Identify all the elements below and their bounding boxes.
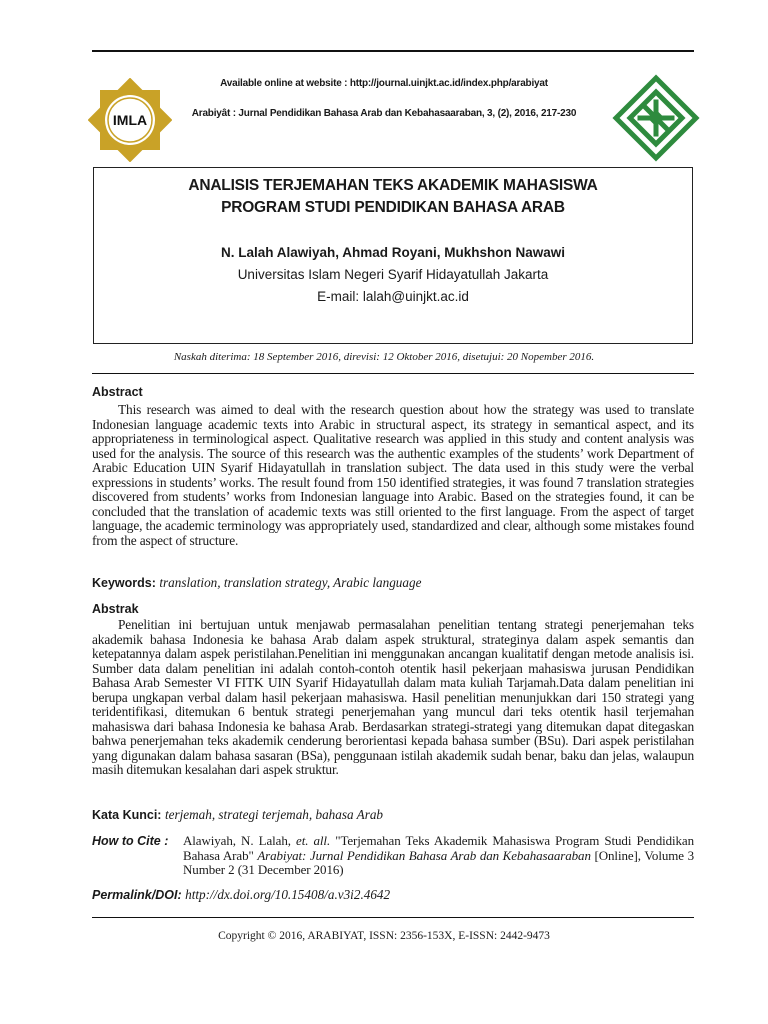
- abstrak-text: Penelitian ini bertujuan untuk menjawab permasalahan penelitian tentang strategi penerjemahan teks akademik bahasa Indonesia ke bahasa Arab dalam aspek struktural, strateginya dalam aspek semantis dan ketepatannya dalam aspek peristilahan.Penelitian ini menggunakan ancangan kualitatif dengan metode analisis isi. Sumber data dalam penelitian ini adalah contoh-contoh otentik hasil pekerjaan mahasiswa jurusan Pendidikan Bahasa Arab Semester VI FITK UIN Syarif Hidayatullah dalam mata kuliah Tarjamah.Data dalam penelitian ini berupa ungkapan verbal dalam hasil pekerjaan mahasiswa. Hasil penelitian menunjukkan dari 150 strategi yang teridentifikasi, ditemukan 6 bentuk strategi penerjemahan yang muncul dari teks otentik hasil terjemahan mahasiswa dari bahasa Indonesia ke bahasa Arab. Berdasarkan strategi-strategi yang ditemukan dapat ditegaskan bahwa penerjemahan teks akademik cenderung berorientasi kepada bahasa sumber (BSu). Dari aspek peristilahan yang digunakan dalam bahasa sasaran (BSa), penggunaan istilah akademik sudah benar, baku dan jelas, walaupun masih ditemukan kesalahan dari aspek struktur.: [92, 617, 694, 777]
- abstract-heading: Abstract: [92, 385, 143, 399]
- cite-part-3: [Online], Volume 3 Number 2 (31 December 2016): [183, 847, 694, 877]
- cite-part-2: "Terjemahan Teks Akademik Mahasiswa Program Studi Pendidikan Bahasa Arab": [183, 833, 694, 863]
- imla-logo: [88, 78, 172, 162]
- kata-kunci: [92, 807, 694, 823]
- kata-kunci-text: terjemah, strategi terjemah, bahasa Arab: [164, 807, 384, 822]
- abstrak-heading: Abstrak: [92, 602, 139, 616]
- section-rule: [92, 373, 694, 374]
- imla-logo-text: IMLA: [112, 112, 148, 128]
- how-to-cite-label: How to Cite :: [92, 834, 169, 848]
- abstract-text: This research was aimed to deal with the research question about how the strategy was used to translate Indonesian language academic texts into Arabic in structural aspect, its strategy in semantical aspect, and its appropriateness in terminological aspect. Qualitative research was applied in this study and content analysis was used for the analysis. The source of this research was the authentic examples of the students’ work Department of Arabic Education UIN Syarif Hidayatullah in translation subject. The data used in this study were the verbal expressions in students’ works. The result found from 150 identified strategies, it was found 7 translation strategies discovered from students’ works from Indonesian language into Arabic. Based on the strategies found, it can be concluded that the translation of academic texts was still oriented to the first language. From the aspect of target language, the academic terminology was appropriately used, standardized and clear, although some mistakes found from the aspect of structure.: [92, 402, 694, 548]
- copyright: Copyright © 2016, ARABIYAT, ISSN: 2356-153X, E-ISSN: 2442-9473: [218, 930, 550, 942]
- journal-citation: Arabiyât : Jurnal Pendidikan Bahasa Arab dan Kebahasaaraban, 3, (2), 2016, 217-230: [191, 108, 577, 119]
- affiliation: Universitas Islam Negeri Syarif Hidayatullah Jakarta: [237, 267, 549, 282]
- keywords: [92, 575, 694, 591]
- cite-part-1: Alawiyah, N. Lalah,: [183, 833, 297, 848]
- footer-rule: [92, 917, 694, 918]
- doi-label: Permalink/DOI:: [92, 888, 182, 902]
- journal-website: Available online at website : http://journal.uinjkt.ac.id/index.php/arabiyat: [220, 78, 548, 89]
- cite-etall: et. all.: [296, 833, 331, 848]
- kata-kunci-label: Kata Kunci:: [92, 808, 162, 822]
- article-title-line-1: ANALISIS TERJEMAHAN TEKS AKADEMIK MAHASISWA: [188, 177, 598, 194]
- permalink-doi: [92, 887, 694, 903]
- top-rule: [92, 50, 694, 52]
- author-email: E-mail: lalah@uinjkt.ac.id: [317, 289, 469, 304]
- doi-link[interactable]: http://dx.doi.org/10.15408/a.v3i2.4642: [185, 887, 391, 902]
- submission-dates: Naskah diterima: 18 September 2016, direvisi: 12 Oktober 2016, disetujui: 20 Nopember 2016.: [173, 351, 595, 363]
- arabiyat-calligraphy-logo: [610, 72, 702, 164]
- keywords-label: Keywords:: [92, 576, 156, 590]
- cite-journal: Arabiyat: Jurnal Pendidikan Bahasa Arab dan Kebahasaaraban: [257, 847, 591, 863]
- article-title-line-2: PROGRAM STUDI PENDIDIKAN BAHASA ARAB: [221, 199, 565, 216]
- keywords-text: translation, translation strategy, Arabic language: [159, 575, 422, 590]
- title-box: [93, 167, 693, 344]
- authors: N. Lalah Alawiyah, Ahmad Royani, Mukhshon Nawawi: [220, 245, 566, 260]
- how-to-cite-text: [183, 834, 694, 878]
